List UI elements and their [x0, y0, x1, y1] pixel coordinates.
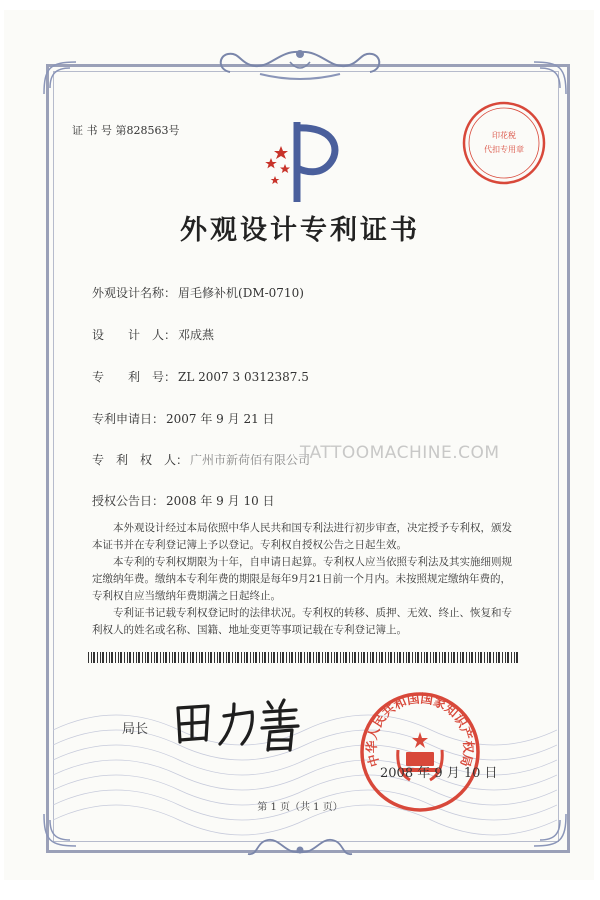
field-patent-number	[92, 368, 309, 385]
body-paragraph: 本专利的专利权期限为十年，自申请日起算。专利权人应当依照专利法及其实施细则规定缴纳年费。缴纳本专利年费的期限是每年9月21日前一个月内。未按照规定缴纳年费的，专利权自应当缴纳年费期满之日起终止。	[92, 556, 512, 602]
director-signature	[168, 694, 308, 754]
field-value: 广州市新荷佰有限公司	[190, 453, 311, 467]
field-grant-date	[92, 492, 275, 509]
field-label: 外观设计名称：	[92, 286, 177, 300]
certificate-number-label: 证 书 号	[72, 124, 112, 137]
corner-ornament	[530, 58, 570, 98]
patent-office-emblem-icon	[255, 118, 345, 206]
issue-date: 2008 年 9 月 10 日	[380, 766, 498, 781]
page-bottom-margin	[0, 880, 600, 900]
corner-ornament	[40, 58, 80, 98]
barcode	[88, 652, 518, 663]
field-value: ZL 2007 3 0312387.5	[178, 370, 309, 384]
field-filing-date	[92, 410, 275, 427]
field-value: 2007 年 9 月 21 日	[166, 412, 275, 426]
field-design-name	[92, 284, 304, 301]
watermark: TATTOOMACHINE.COM	[300, 443, 500, 463]
certificate-body	[92, 520, 512, 639]
seal-small-line2: 代扣专用章	[484, 145, 524, 154]
field-designer	[92, 326, 214, 343]
top-ornament	[200, 44, 400, 88]
body-paragraph: 本外观设计经过本局依照中华人民共和国专利法进行初步审查，决定授予专利权，颁发本证书并在专利登记簿上予以登记。专利权自授权公告之日起生效。	[92, 522, 512, 551]
field-label: 授权公告日：	[92, 494, 165, 508]
seal-arc-text: 中华人民共和国国家知识产权局	[363, 690, 477, 769]
certificate-number-value: 第828563号	[115, 124, 180, 137]
field-patentee	[92, 451, 310, 468]
field-label: 专 利 权 人：	[92, 453, 189, 467]
tax-stamp-seal	[459, 98, 549, 188]
certificate-title: 外观设计专利证书	[180, 215, 420, 246]
field-label: 设 计 人：	[92, 328, 177, 342]
body-paragraph: 专利证书记载专利权登记时的法律状况。专利权的转移、质押、无效、终止、恢复和专利权人的姓名或名称、国籍、地址变更等事项记载在专利登记簿上。	[92, 607, 512, 636]
field-value: 2008 年 9 月 10 日	[166, 494, 275, 508]
page-number: 第 1 页（共 1 页）	[257, 802, 343, 813]
official-seal	[358, 690, 482, 814]
certificate-number	[72, 122, 180, 138]
director-label: 局长	[122, 722, 149, 737]
field-label: 专 利 号：	[92, 370, 177, 384]
field-label: 专利申请日：	[92, 412, 165, 426]
field-value: 眉毛修补机(DM-0710)	[178, 286, 304, 300]
seal-small-line1: 印花税	[492, 131, 516, 140]
field-value: 邓成燕	[178, 328, 215, 342]
